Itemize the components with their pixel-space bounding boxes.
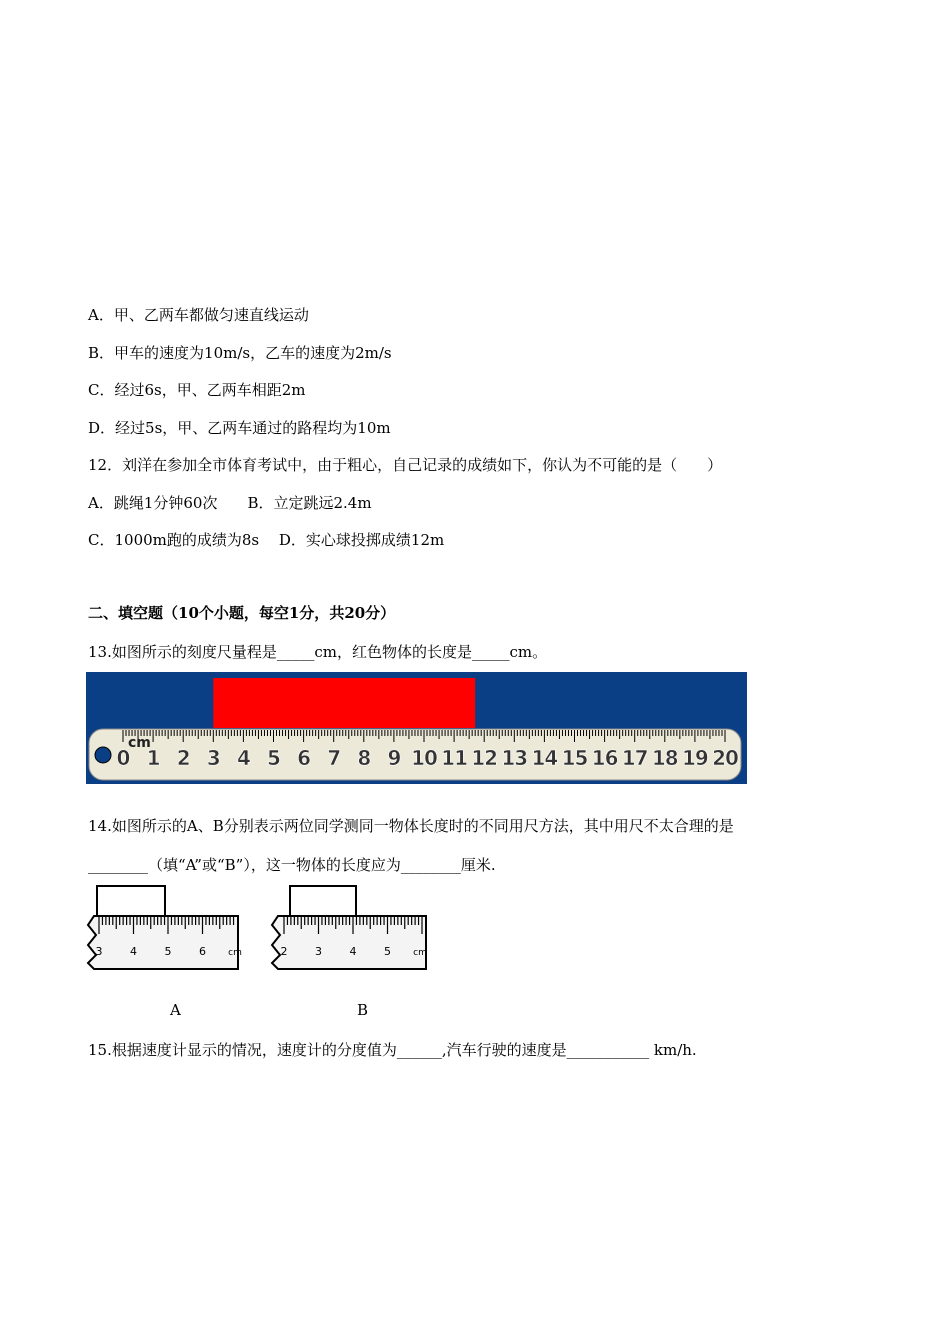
ruler-labels	[117, 746, 738, 770]
ruler-label: 5	[384, 945, 391, 958]
ruler-label: 13	[501, 746, 528, 770]
ruler-label: cm	[413, 948, 427, 958]
ruler-label: 15	[561, 746, 588, 770]
ruler-label: 18	[651, 746, 678, 770]
measured-block	[290, 886, 356, 916]
ruler-label: 9	[387, 746, 401, 770]
ruler-label: 1	[146, 746, 160, 770]
measured-block	[97, 886, 165, 916]
q13-ruler-figure	[86, 672, 747, 784]
ruler-label: 7	[327, 746, 341, 770]
ruler-label: 10	[411, 746, 437, 770]
ruler-label: 4	[349, 945, 357, 958]
q14-figure-a	[84, 883, 242, 973]
ruler-label: 20	[712, 746, 738, 770]
ruler-label: 3	[95, 945, 103, 958]
q13-figure	[86, 672, 747, 784]
q14-stem-line1: 14.如图所示的A、B分别表示两位同学测同一物体长度时的不同用尺方法，其中用尺不太合理的是	[88, 817, 734, 835]
ruler-label: 11	[441, 746, 468, 770]
q12-stem: 12．刘洋在参加全市体育考试中，由于粗心，自己记录的成绩如下，你认为不可能的是（ ）	[88, 456, 723, 474]
ruler-label: cm	[228, 948, 242, 958]
q11-option-b: B．甲车的速度为10m/s，乙车的速度为2m/s	[88, 344, 392, 362]
q12-options-row2: C．1000m跑的成绩为8s D．实心球投掷成绩12m	[88, 531, 445, 549]
ruler-label: 12	[471, 746, 498, 770]
ruler-label: 17	[621, 746, 648, 770]
section-heading: 二、填空题（10个小题，每空1分，共20分）	[88, 604, 396, 622]
ruler-hole	[95, 747, 111, 763]
figure-a-label: A	[170, 1001, 181, 1019]
ruler-label: 3	[315, 945, 322, 958]
q11-option-d: D．经过5s，甲、乙两车通过的路程均为10m	[88, 419, 391, 437]
ruler-body	[88, 916, 238, 969]
ruler-label: 2	[176, 746, 190, 770]
ruler-unit-label: cm	[128, 735, 151, 751]
q13-stem: 13.如图所示的刻度尺量程是_____cm，红色物体的长度是_____cm。	[88, 643, 548, 661]
ruler-label: 4	[236, 746, 250, 770]
ruler-label: 5	[164, 945, 172, 958]
ruler-label: 5	[267, 746, 280, 770]
red-object	[213, 678, 475, 728]
q14-figure-b	[268, 883, 430, 973]
ruler-label: 16	[591, 746, 618, 770]
ruler-label: 4	[130, 945, 137, 958]
ruler-label: 6	[297, 746, 311, 770]
q14-stem-line2: ________（填“A”或“B”），这一物体的长度应为________厘米.	[88, 856, 496, 874]
ruler-label: 14	[531, 746, 558, 770]
ruler-label: 3	[206, 746, 220, 770]
figure-b-label: B	[357, 1001, 369, 1019]
q15-stem: 15.根据速度计显示的情况，速度计的分度值为______,汽车行驶的速度是___________ km/h.	[88, 1041, 697, 1059]
q11-option-a: A．甲、乙两车都做匀速直线运动	[88, 306, 309, 324]
ruler-label: 8	[357, 746, 371, 770]
q12-options-row1: A．跳绳1分钟60次 B．立定跳远2.4m	[88, 494, 372, 512]
ruler-label: 0	[116, 746, 130, 770]
ruler-label: 19	[681, 746, 708, 770]
ruler-ticks	[123, 730, 725, 742]
q11-option-c: C．经过6s，甲、乙两车相距2m	[88, 381, 306, 399]
ruler-label: 2	[280, 945, 288, 958]
ruler-label: 6	[199, 945, 206, 958]
